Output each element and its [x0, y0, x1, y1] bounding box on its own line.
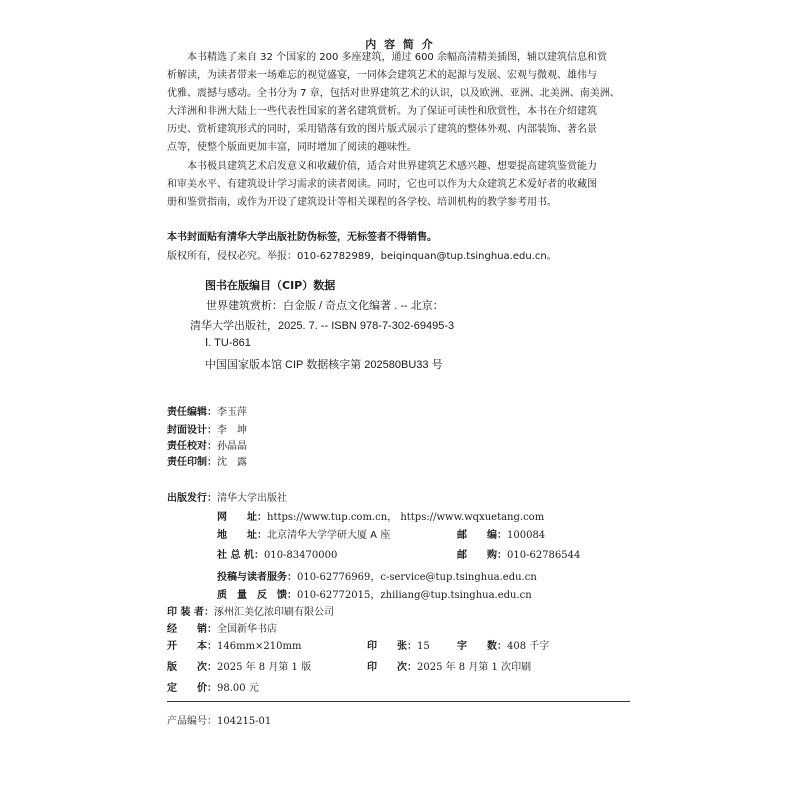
value-line: 和审美水平、有建筑设计学习需求的读者阅读。同时，它也可以作为大众建筑艺术爱好者的收藏图 — [167, 179, 597, 190]
website-row — [217, 508, 544, 523]
staff-value: 孙晶晶 — [217, 441, 247, 452]
intro-line: 析解读，为读者带来一场难忘的视觉盛宴，一同体会建筑艺术的起源与发展、宏观与微观、雄伟与 — [167, 70, 597, 81]
address-value: 北京清华大学学研大厦 A 座 — [267, 530, 391, 541]
address-row — [217, 526, 390, 541]
value-line: 册和鉴赏指南，或作为开设了建筑设计等相关课程的各学校、培训机构的教学参考用书。 — [167, 197, 557, 208]
submission-label: 投稿与读者服务： — [217, 572, 297, 583]
anti-counterfeit-notice: 本书封面贴有清华大学出版社防伪标签，无标签者不得销售。 — [167, 232, 437, 243]
word-count-label: 字 数： — [457, 641, 507, 652]
distributor-label: 经 销： — [167, 624, 217, 635]
cip-line-4: 中国国家版本馆 CIP 数据核字第 202580BU33 号 — [205, 359, 443, 371]
zip-label: 邮 编： — [457, 530, 507, 541]
edition-label: 版 次： — [167, 662, 217, 673]
price-label: 定 价： — [167, 683, 217, 694]
staff-value: 李 坤 — [217, 425, 247, 436]
cip-line-2: 清华大学出版社，2025. 7. -- ISBN 978-7-302-69495-3 — [190, 320, 455, 332]
divider-line — [167, 701, 630, 702]
address-label: 地 址： — [217, 530, 267, 541]
value-paragraph — [167, 158, 630, 212]
printing-label: 印 次： — [367, 662, 417, 673]
word-count-row — [457, 637, 549, 652]
staff-label: 封面设计： — [167, 425, 217, 436]
cip-heading: 图书在版编目（CIP）数据 — [205, 279, 336, 292]
publisher-label: 出版发行： — [167, 493, 217, 504]
staff-label: 责任校对： — [167, 441, 217, 452]
feedback-label: 质 量 反 馈： — [217, 590, 297, 601]
printing-value: 2025 年 8 月第 1 次印刷 — [417, 662, 532, 673]
staff-value: 李玉萍 — [217, 407, 247, 418]
format-size-label: 开 本： — [167, 641, 217, 652]
zip-value: 100084 — [507, 530, 546, 541]
staff-row — [167, 403, 247, 418]
sheets-row — [367, 637, 430, 652]
feedback-row — [217, 586, 532, 601]
intro-line: 大洋洲和非洲大陆上一些代表性国家的著名建筑赏析。为了保证可读性和欣赏性，本书在介绍建筑 — [167, 106, 597, 117]
value-line: 本书极具建筑艺术启发意义和收藏价值，适合对世界建筑艺术感兴趣、想要提高建筑鉴赏能力 — [167, 161, 597, 172]
printer-row — [167, 603, 334, 618]
staff-row — [167, 453, 247, 468]
intro-line: 点等，使整个版面更加丰富，同时增加了阅读的趣味性。 — [167, 142, 417, 153]
staff-label: 责任印制： — [167, 457, 217, 468]
intro-line: 本书精选了来自 32 个国家的 200 多座建筑，通过 600 余幅高清精美插图，辅以建筑信息和赏 — [167, 52, 607, 63]
staff-row — [167, 421, 247, 436]
intro-line: 优雅、震撼与感动。全书分为 7 章，包括对世界建筑艺术的认识，以及欧洲、亚洲、北美洲、南美洲、 — [167, 88, 620, 99]
cip-line-3: Ⅰ. TU-861 — [205, 337, 251, 349]
distributor-row — [167, 620, 277, 635]
page-title: 内 容 简 介 — [365, 38, 435, 51]
staff-label: 责任编辑： — [167, 407, 217, 418]
intro-line: 历史、赏析建筑形式的同时，采用错落有致的图片版式展示了建筑的整体外观、内部装饰、著名景 — [167, 124, 597, 135]
printing-row — [367, 658, 531, 673]
publisher-name: 清华大学出版社 — [217, 493, 287, 504]
copyright-line: 版权所有，侵权必究。举报：010-62782989，beiqinquan@tup.tsinghua.edu.cn。 — [167, 251, 557, 262]
price-row — [167, 679, 259, 694]
product-code-value: 104215-01 — [217, 716, 272, 727]
edition-value: 2025 年 8 月第 1 版 — [217, 662, 312, 673]
submission-row — [217, 568, 537, 583]
sheets-label: 印 张： — [367, 641, 417, 652]
feedback-value: 010-62772015，zhiliang@tup.tsinghua.edu.cn — [297, 590, 532, 601]
switchboard-row — [217, 546, 337, 561]
intro-paragraph — [167, 49, 630, 157]
edition-row — [167, 658, 311, 673]
sheets-value: 15 — [417, 641, 430, 652]
staff-value: 沈 露 — [217, 457, 247, 468]
submission-value: 010-62776969，c-service@tup.tsinghua.edu.cn — [297, 572, 537, 583]
product-code-row — [167, 712, 271, 727]
mail-order-row — [457, 546, 580, 561]
switchboard-value: 010-83470000 — [263, 550, 338, 561]
switchboard-label: 社 总 机： — [217, 550, 264, 561]
cip-line-1: 世界建筑赏析：白金版 / 奇点文化编著 . -- 北京： — [206, 300, 444, 312]
printer-label: 印 装 者： — [167, 607, 214, 618]
format-size-value: 146mm×210mm — [217, 641, 302, 652]
distributor-value: 全国新华书店 — [217, 624, 277, 635]
price-value: 98.00 元 — [217, 683, 259, 694]
staff-row — [167, 437, 247, 452]
product-code-label: 产品编号： — [167, 716, 217, 727]
format-size-row — [167, 637, 301, 652]
zip-row — [457, 526, 545, 541]
printer-value: 涿州汇美亿浓印刷有限公司 — [213, 607, 334, 618]
website-value: https://www.tup.com.cn， https://www.wqxuetang.com — [267, 512, 545, 523]
publisher-row — [167, 489, 287, 504]
word-count-value: 408 千字 — [507, 641, 550, 652]
mail-order-value: 010-62786544 — [507, 550, 581, 561]
website-label: 网 址： — [217, 512, 267, 523]
mail-order-label: 邮 购： — [457, 550, 507, 561]
